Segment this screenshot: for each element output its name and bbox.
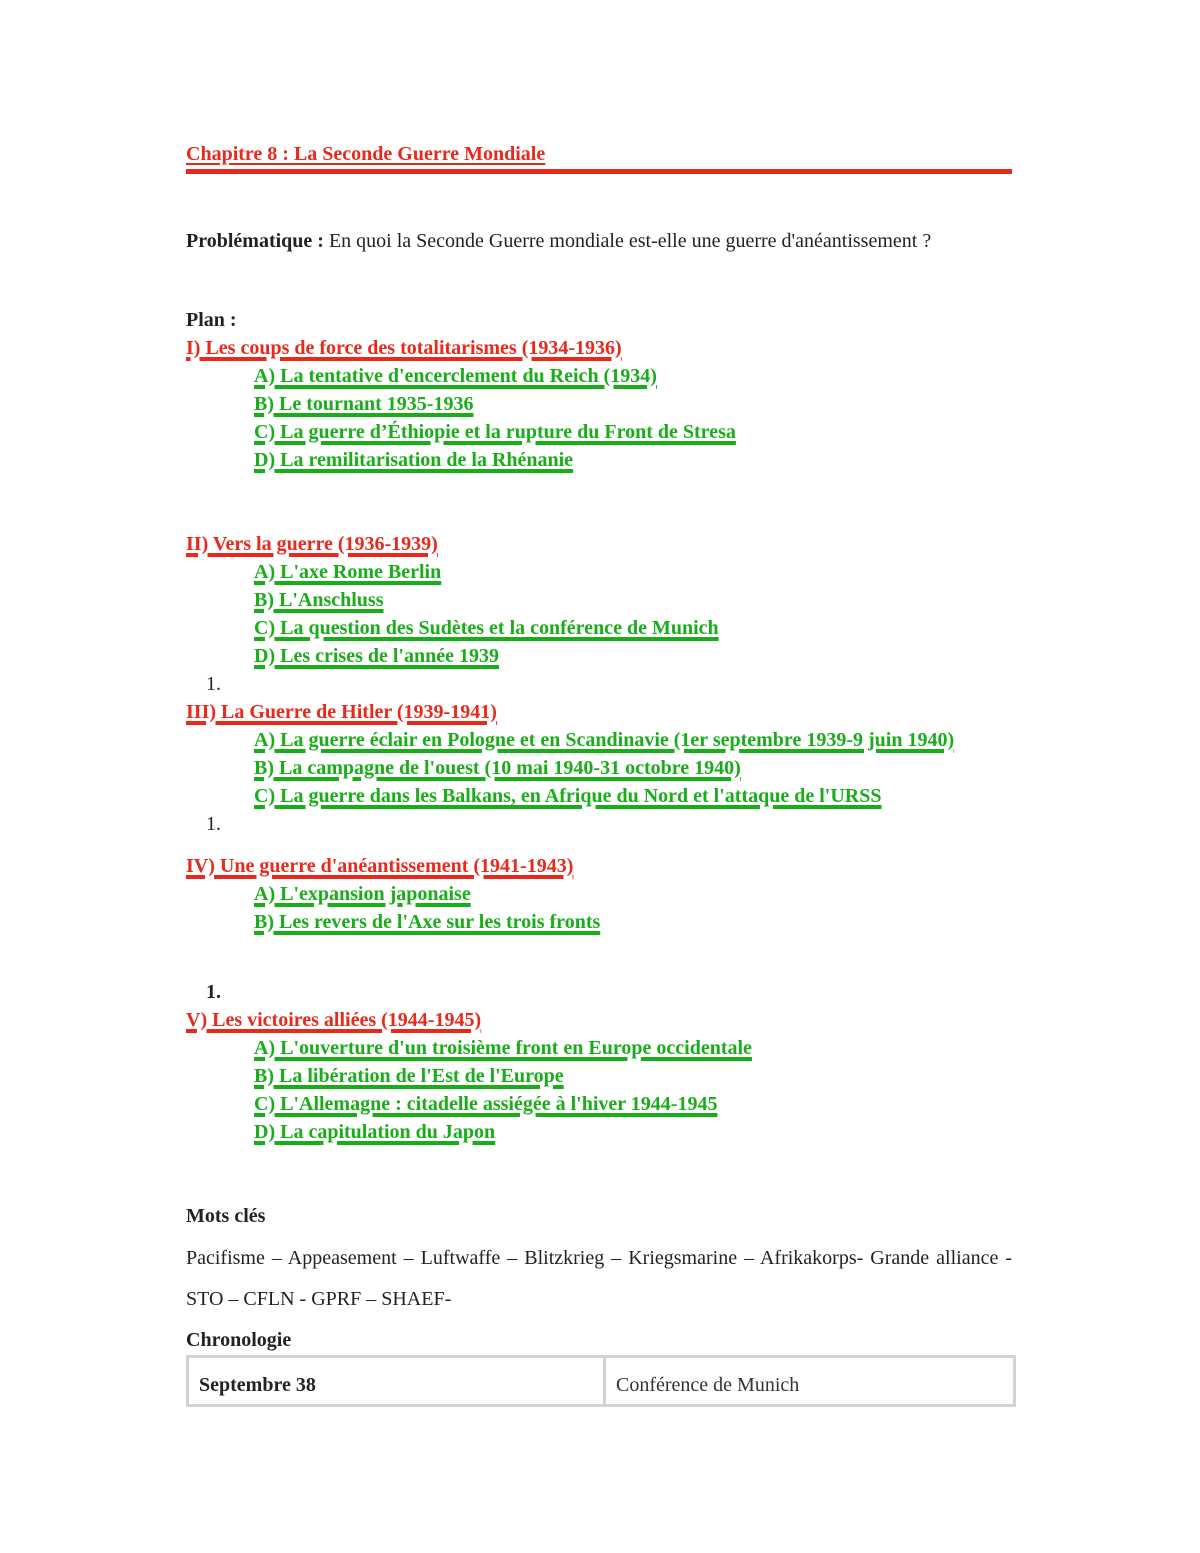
chronology-date: Septembre 38 — [189, 1358, 606, 1404]
part-title-4: IV) Une guerre d'anéantissement (1941-1943) — [186, 855, 574, 877]
sub-item-3c: C) La guerre dans les Balkans, en Afrique du Nord et l'attaque de l'URSS — [254, 785, 882, 807]
chapter-title: Chapitre 8 : La Seconde Guerre Mondiale — [186, 142, 1012, 174]
problematique-label: Problématique : — [186, 230, 324, 252]
sub-item-2b: B) L'Anschluss — [254, 589, 384, 611]
part-title-1: I) Les coups de force des totalitarismes (1934-1936) — [186, 337, 622, 359]
plan-label: Plan : — [186, 309, 237, 331]
sub-item-1c: C) La guerre d’Éthiopie et la rupture du Front de Stresa — [254, 421, 736, 443]
sub-item-4a: A) L'expansion japonaise — [254, 883, 471, 905]
chronology-event: Conférence de Munich — [616, 1373, 800, 1396]
sub-item-1b: B) Le tournant 1935-1936 — [254, 393, 474, 415]
problematique-text: En quoi la Seconde Guerre mondiale est-elle une guerre d'anéantissement ? — [328, 230, 932, 252]
sub-item-3b: B) La campagne de l'ouest (10 mai 1940-31 octobre 1940) — [254, 757, 741, 779]
keywords-label: Mots clés — [186, 1205, 266, 1227]
sub-item-5b: B) La libération de l'Est de l'Europe — [254, 1065, 564, 1087]
sub-item-5a: A) L'ouverture d'un troisième front en Europe occidentale — [254, 1037, 752, 1059]
chronology-table — [186, 1355, 1016, 1407]
problematique-paragraph — [186, 220, 1012, 262]
list-number: 1. — [206, 981, 221, 1003]
sub-item-2c: C) La question des Sudètes et la conférence de Munich — [254, 617, 719, 639]
keywords-text: Pacifisme – Appeasement – Luftwaffe – Blitzkrieg – Kriegsmarine – Afrikakorps- Grande alliance - STO – CFLN - GPRF – SHAEF- — [186, 1247, 1012, 1310]
list-number: 1. — [206, 673, 221, 695]
sub-item-4b: B) Les revers de l'Axe sur les trois fronts — [254, 911, 601, 933]
plan-outline — [186, 334, 1016, 1146]
sub-item-2d: D) Les crises de l'année 1939 — [254, 645, 499, 667]
sub-item-5c: C) L'Allemagne : citadelle assiégée à l'hiver 1944-1945 — [254, 1093, 718, 1115]
sub-item-2a: A) L'axe Rome Berlin — [254, 561, 442, 583]
sub-item-1a: A) La tentative d'encerclement du Reich (1934) — [254, 365, 657, 387]
part-title-2: II) Vers la guerre (1936-1939) — [186, 533, 438, 555]
part-title-3: III) La Guerre de Hitler (1939-1941) — [186, 701, 497, 723]
sub-item-5d: D) La capitulation du Japon — [254, 1121, 496, 1143]
part-title-5: V) Les victoires alliées (1944-1945) — [186, 1009, 482, 1031]
chronology-label: Chronologie — [186, 1329, 292, 1351]
sub-item-1d: D) La remilitarisation de la Rhénanie — [254, 449, 574, 471]
list-number: 1. — [206, 813, 221, 835]
sub-item-3a: A) La guerre éclair en Pologne et en Scandinavie (1er septembre 1939-9 juin 1940) — [254, 729, 955, 751]
table-row — [189, 1358, 1013, 1404]
